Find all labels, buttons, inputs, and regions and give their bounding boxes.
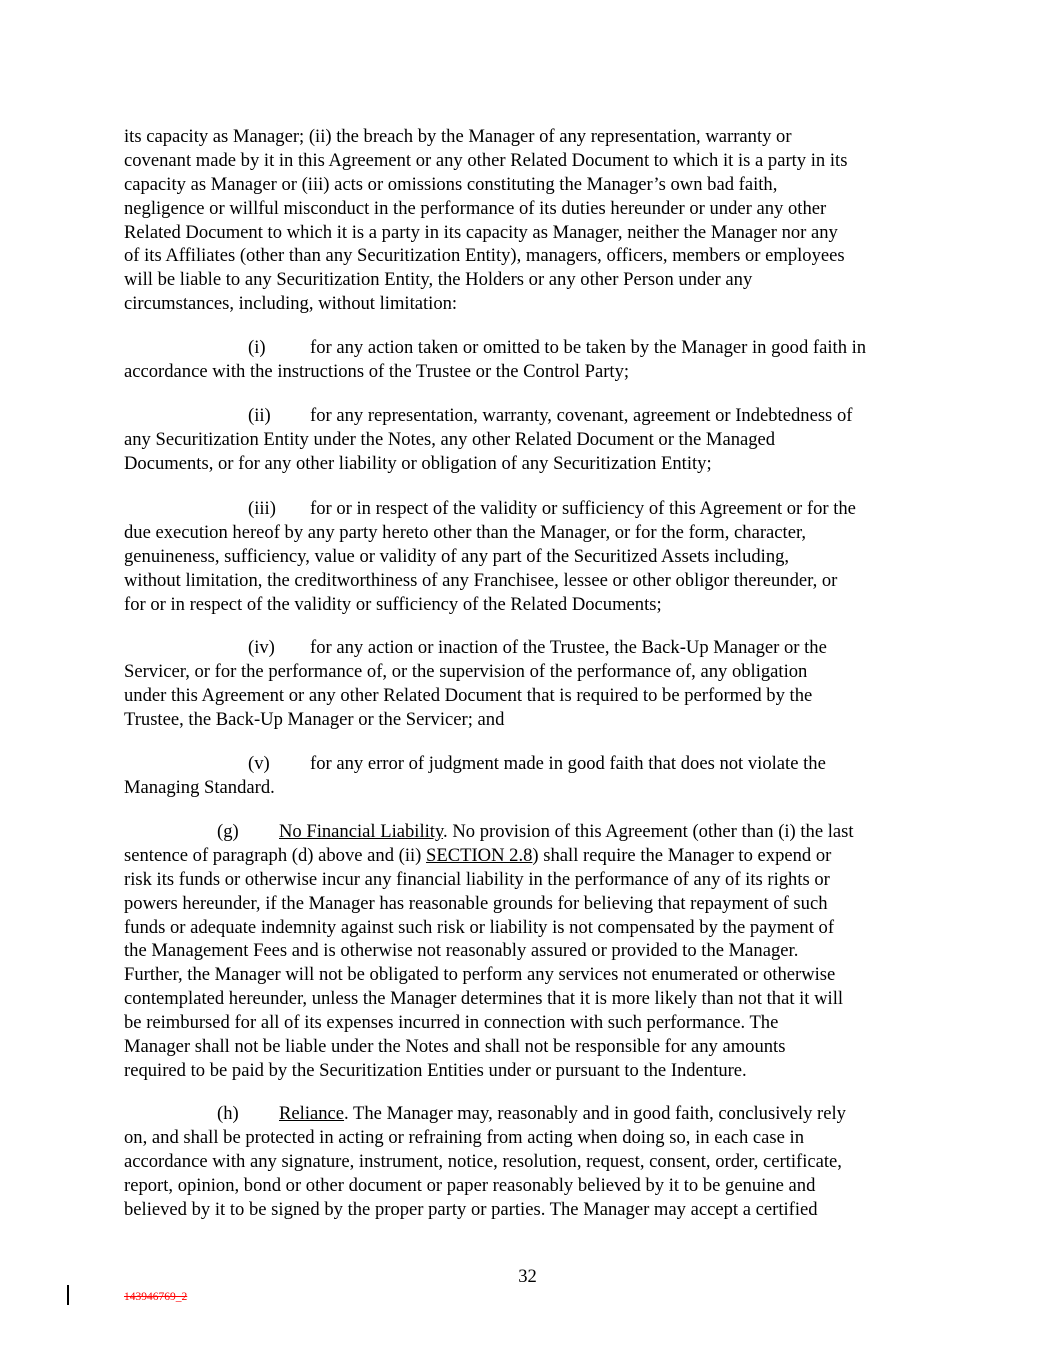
paragraph-line: circumstances, including, without limitation:	[124, 293, 458, 315]
paragraph-line: the Management Fees and is otherwise not reasonably assured or provided to the Manager.	[124, 940, 799, 962]
section-heading: Reliance	[279, 1103, 345, 1124]
paragraph-line: report, opinion, bond or other document or paper reasonably believed by it to be genuine and	[124, 1174, 816, 1196]
paragraph-line: accordance with the instructions of the Trustee or the Control Party;	[124, 360, 630, 382]
paragraph-line: without limitation, the creditworthiness of any Franchisee, lessee or other obligor thereunder, or	[124, 569, 838, 591]
clause-i	[124, 336, 934, 384]
paragraph-line: Trustee, the Back-Up Manager or the Servicer; and	[124, 708, 505, 730]
paragraph-line: covenant made by it in this Agreement or any other Related Document to which it is a party in its	[124, 149, 848, 171]
clause-iii	[124, 497, 934, 616]
clause-ii	[124, 404, 934, 476]
clause-number: (iii)	[248, 498, 276, 519]
revision-change-bar	[67, 1285, 69, 1305]
section-g	[124, 820, 934, 1083]
paragraph-line: of its Affiliates (other than any Securitization Entity), managers, officers, members or employees	[124, 245, 845, 267]
section-number: (h)	[217, 1103, 239, 1124]
paragraph-line: powers hereunder, if the Manager has reasonable grounds for believing that repayment of such	[124, 892, 828, 914]
paragraph-line: negligence or willful misconduct in the performance of its duties hereunder or under any other	[124, 197, 827, 219]
paragraph-line: Further, the Manager will not be obligated to perform any services not enumerated or otherwise	[124, 964, 836, 986]
clause-first-line: for any action taken or omitted to be taken by the Manager in good faith in	[310, 337, 867, 358]
paragraph-line: any Securitization Entity under the Notes, any other Related Document or the Managed	[124, 428, 776, 450]
paragraph-line: genuineness, sufficiency, value or validity of any part of the Securitized Assets including,	[124, 545, 790, 567]
section-number: (g)	[217, 821, 239, 842]
paragraph-line: its capacity as Manager; (ii) the breach by the Manager of any representation, warranty or	[124, 126, 792, 147]
paragraph-line: risk its funds or otherwise incur any financial liability in the performance of any of its rights or	[124, 868, 830, 890]
section-first-line: . No provision of this Agreement (other than (i) the last	[443, 821, 854, 842]
section-heading: No Financial Liability	[279, 821, 444, 842]
paragraph-line: Documents, or for any other liability or obligation of any Securitization Entity;	[124, 452, 712, 474]
document-id: 143946769_2	[124, 1291, 188, 1303]
paragraph-line: contemplated hereunder, unless the Manager determines that it is more likely than not that it will	[124, 988, 844, 1010]
paragraph-line: will be liable to any Securitization Entity, the Holders or any other Person under any	[124, 269, 753, 291]
paragraph-line: Related Document to which it is a party in its capacity as Manager, neither the Manager nor any	[124, 221, 838, 243]
section-first-line: . The Manager may, reasonably and in good faith, conclusively rely	[344, 1103, 846, 1124]
section-cross-reference: SECTION 2.8	[426, 844, 533, 866]
paragraph-line: be reimbursed for all of its expenses incurred in connection with such performance. The	[124, 1012, 779, 1034]
section-h	[124, 1102, 934, 1221]
paragraph-line: Managing Standard.	[124, 776, 275, 798]
clause-number: (v)	[248, 753, 270, 774]
clause-iv	[124, 636, 934, 732]
clause-first-line: for any action or inaction of the Trustee, the Back-Up Manager or the	[310, 637, 827, 658]
clause-first-line: for any error of judgment made in good faith that does not violate the	[310, 753, 826, 774]
paragraph-line: due execution hereof by any party hereto other than the Manager, or for the form, character,	[124, 521, 807, 543]
clause-v	[124, 752, 934, 800]
paragraph-line: required to be paid by the Securitization Entities under or pursuant to the Indenture.	[124, 1059, 747, 1081]
paragraph-line: for or in respect of the validity or sufficiency of the Related Documents;	[124, 593, 662, 615]
paragraph-line: funds or adequate indemnity against such risk or liability is not compensated by the payment of	[124, 916, 835, 938]
paragraph-line: under this Agreement or any other Related Document that is required to be performed by the	[124, 684, 813, 706]
clause-number: (i)	[248, 337, 266, 358]
clause-first-line: for or in respect of the validity or sufficiency of this Agreement or for the	[310, 498, 856, 519]
section-line-text: sentence of paragraph (d) above and (ii)	[124, 844, 427, 866]
section-line-text: ) shall require the Manager to expend or	[532, 844, 832, 866]
page-number: 32	[518, 1266, 537, 1287]
clause-number: (ii)	[248, 405, 271, 426]
paragraph-line: Servicer, or for the performance of, or the supervision of the performance of, any obligation	[124, 660, 808, 682]
clause-first-line: for any representation, warranty, covenant, agreement or Indebtedness of	[310, 405, 853, 426]
paragraph-line: on, and shall be protected in acting or refraining from acting when doing so, in each case in	[124, 1126, 804, 1148]
paragraph-line: capacity as Manager or (iii) acts or omissions constituting the Manager’s own bad faith,	[124, 173, 778, 195]
paragraph-line: believed by it to be signed by the proper party or parties. The Manager may accept a certified	[124, 1198, 818, 1220]
paragraph-line: Manager shall not be liable under the Notes and shall not be responsible for any amounts	[124, 1036, 786, 1058]
continuation-paragraph	[124, 125, 934, 316]
paragraph-line: accordance with any signature, instrument, notice, resolution, request, consent, order, certificate,	[124, 1150, 842, 1172]
clause-number: (iv)	[248, 637, 275, 658]
